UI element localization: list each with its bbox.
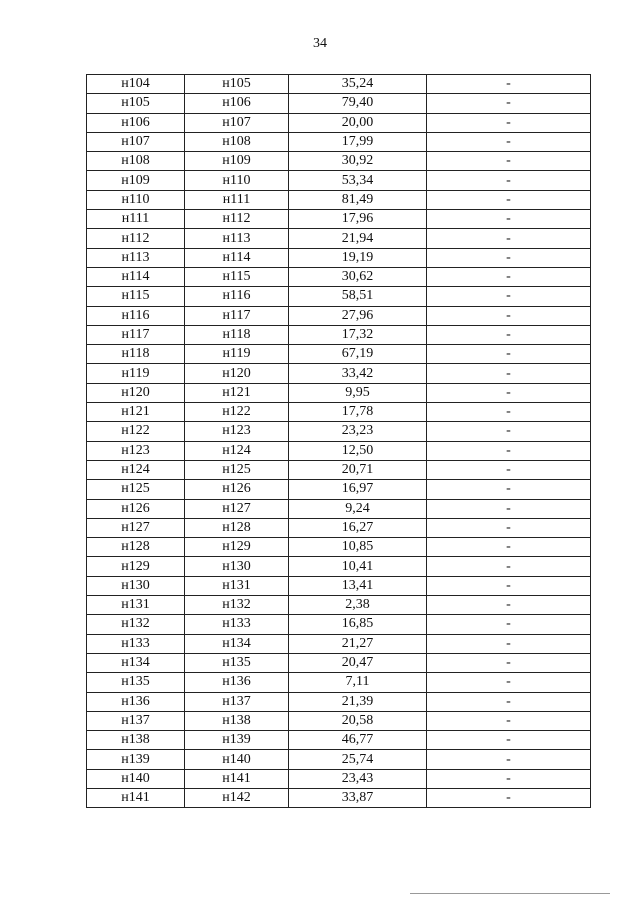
value-cell: 17,32 [289, 325, 427, 344]
table-row [87, 132, 591, 151]
note-cell: - [427, 287, 591, 306]
to-point-cell: н133 [185, 615, 289, 634]
note-cell: - [427, 171, 591, 190]
table-body [87, 75, 591, 808]
note-cell: - [427, 653, 591, 672]
note-cell: - [427, 518, 591, 537]
value-cell: 9,24 [289, 499, 427, 518]
note-cell: - [427, 711, 591, 730]
from-point-cell: н141 [87, 788, 185, 807]
note-cell: - [427, 460, 591, 479]
from-point-cell: н136 [87, 692, 185, 711]
table-row [87, 248, 591, 267]
note-cell: - [427, 403, 591, 422]
table-row [87, 403, 591, 422]
table-row [87, 267, 591, 286]
from-point-cell: н106 [87, 113, 185, 132]
value-cell: 17,99 [289, 132, 427, 151]
to-point-cell: н108 [185, 132, 289, 151]
to-point-cell: н111 [185, 190, 289, 209]
note-cell: - [427, 132, 591, 151]
value-cell: 10,41 [289, 557, 427, 576]
footer-line [410, 893, 610, 894]
note-cell: - [427, 422, 591, 441]
table-row [87, 750, 591, 769]
to-point-cell: н137 [185, 692, 289, 711]
table-row [87, 152, 591, 171]
table-row [87, 557, 591, 576]
to-point-cell: н128 [185, 518, 289, 537]
value-cell: 19,19 [289, 248, 427, 267]
from-point-cell: н120 [87, 383, 185, 402]
value-cell: 33,87 [289, 788, 427, 807]
from-point-cell: н108 [87, 152, 185, 171]
value-cell: 12,50 [289, 441, 427, 460]
to-point-cell: н125 [185, 460, 289, 479]
value-cell: 10,85 [289, 538, 427, 557]
value-cell: 21,94 [289, 229, 427, 248]
note-cell: - [427, 596, 591, 615]
from-point-cell: н111 [87, 210, 185, 229]
value-cell: 27,96 [289, 306, 427, 325]
to-point-cell: н122 [185, 403, 289, 422]
from-point-cell: н134 [87, 653, 185, 672]
value-cell: 30,92 [289, 152, 427, 171]
from-point-cell: н126 [87, 499, 185, 518]
table-row [87, 383, 591, 402]
from-point-cell: н139 [87, 750, 185, 769]
note-cell: - [427, 325, 591, 344]
to-point-cell: н134 [185, 634, 289, 653]
table-row [87, 673, 591, 692]
to-point-cell: н115 [185, 267, 289, 286]
note-cell: - [427, 94, 591, 113]
table-row [87, 229, 591, 248]
from-point-cell: н133 [87, 634, 185, 653]
value-cell: 23,43 [289, 769, 427, 788]
value-cell: 30,62 [289, 267, 427, 286]
to-point-cell: н127 [185, 499, 289, 518]
table-row [87, 287, 591, 306]
from-point-cell: н105 [87, 94, 185, 113]
table-row [87, 422, 591, 441]
note-cell: - [427, 210, 591, 229]
to-point-cell: н131 [185, 576, 289, 595]
note-cell: - [427, 615, 591, 634]
note-cell: - [427, 750, 591, 769]
coordinates-table [86, 74, 591, 808]
value-cell: 81,49 [289, 190, 427, 209]
table-row [87, 306, 591, 325]
table-row [87, 634, 591, 653]
from-point-cell: н140 [87, 769, 185, 788]
value-cell: 2,38 [289, 596, 427, 615]
value-cell: 20,47 [289, 653, 427, 672]
note-cell: - [427, 75, 591, 94]
value-cell: 21,27 [289, 634, 427, 653]
note-cell: - [427, 538, 591, 557]
note-cell: - [427, 557, 591, 576]
value-cell: 16,85 [289, 615, 427, 634]
value-cell: 21,39 [289, 692, 427, 711]
value-cell: 7,11 [289, 673, 427, 692]
note-cell: - [427, 634, 591, 653]
to-point-cell: н139 [185, 731, 289, 750]
to-point-cell: н132 [185, 596, 289, 615]
value-cell: 9,95 [289, 383, 427, 402]
note-cell: - [427, 248, 591, 267]
note-cell: - [427, 441, 591, 460]
to-point-cell: н117 [185, 306, 289, 325]
to-point-cell: н135 [185, 653, 289, 672]
from-point-cell: н124 [87, 460, 185, 479]
table-row [87, 518, 591, 537]
table-row [87, 788, 591, 807]
value-cell: 20,00 [289, 113, 427, 132]
to-point-cell: н106 [185, 94, 289, 113]
to-point-cell: н123 [185, 422, 289, 441]
note-cell: - [427, 345, 591, 364]
table-row [87, 325, 591, 344]
table-row [87, 769, 591, 788]
table-row [87, 731, 591, 750]
from-point-cell: н119 [87, 364, 185, 383]
note-cell: - [427, 499, 591, 518]
table-row [87, 210, 591, 229]
to-point-cell: н113 [185, 229, 289, 248]
to-point-cell: н112 [185, 210, 289, 229]
table-row [87, 653, 591, 672]
from-point-cell: н127 [87, 518, 185, 537]
from-point-cell: н135 [87, 673, 185, 692]
from-point-cell: н121 [87, 403, 185, 422]
value-cell: 58,51 [289, 287, 427, 306]
from-point-cell: н112 [87, 229, 185, 248]
value-cell: 16,27 [289, 518, 427, 537]
from-point-cell: н131 [87, 596, 185, 615]
table-row [87, 190, 591, 209]
from-point-cell: н116 [87, 306, 185, 325]
table-row [87, 499, 591, 518]
table-row [87, 75, 591, 94]
note-cell: - [427, 267, 591, 286]
from-point-cell: н137 [87, 711, 185, 730]
from-point-cell: н107 [87, 132, 185, 151]
table-row [87, 171, 591, 190]
to-point-cell: н121 [185, 383, 289, 402]
note-cell: - [427, 229, 591, 248]
to-point-cell: н118 [185, 325, 289, 344]
from-point-cell: н114 [87, 267, 185, 286]
value-cell: 17,96 [289, 210, 427, 229]
note-cell: - [427, 769, 591, 788]
note-cell: - [427, 788, 591, 807]
from-point-cell: н138 [87, 731, 185, 750]
from-point-cell: н128 [87, 538, 185, 557]
to-point-cell: н124 [185, 441, 289, 460]
table-row [87, 94, 591, 113]
table-row [87, 538, 591, 557]
note-cell: - [427, 306, 591, 325]
table-row [87, 615, 591, 634]
from-point-cell: н130 [87, 576, 185, 595]
to-point-cell: н109 [185, 152, 289, 171]
note-cell: - [427, 113, 591, 132]
note-cell: - [427, 190, 591, 209]
note-cell: - [427, 152, 591, 171]
value-cell: 16,97 [289, 480, 427, 499]
from-point-cell: н132 [87, 615, 185, 634]
from-point-cell: н129 [87, 557, 185, 576]
from-point-cell: н109 [87, 171, 185, 190]
table-row [87, 460, 591, 479]
table-row [87, 596, 591, 615]
from-point-cell: н115 [87, 287, 185, 306]
to-point-cell: н105 [185, 75, 289, 94]
to-point-cell: н129 [185, 538, 289, 557]
note-cell: - [427, 731, 591, 750]
table-row [87, 441, 591, 460]
to-point-cell: н140 [185, 750, 289, 769]
page-number: 34 [313, 36, 327, 51]
value-cell: 25,74 [289, 750, 427, 769]
value-cell: 46,77 [289, 731, 427, 750]
to-point-cell: н110 [185, 171, 289, 190]
to-point-cell: н136 [185, 673, 289, 692]
note-cell: - [427, 383, 591, 402]
note-cell: - [427, 480, 591, 499]
to-point-cell: н142 [185, 788, 289, 807]
note-cell: - [427, 692, 591, 711]
to-point-cell: н116 [185, 287, 289, 306]
from-point-cell: н104 [87, 75, 185, 94]
value-cell: 20,58 [289, 711, 427, 730]
value-cell: 35,24 [289, 75, 427, 94]
note-cell: - [427, 364, 591, 383]
from-point-cell: н113 [87, 248, 185, 267]
table-row [87, 576, 591, 595]
value-cell: 79,40 [289, 94, 427, 113]
value-cell: 17,78 [289, 403, 427, 422]
table-row [87, 345, 591, 364]
from-point-cell: н125 [87, 480, 185, 499]
to-point-cell: н130 [185, 557, 289, 576]
value-cell: 33,42 [289, 364, 427, 383]
to-point-cell: н119 [185, 345, 289, 364]
to-point-cell: н114 [185, 248, 289, 267]
table-row [87, 364, 591, 383]
to-point-cell: н138 [185, 711, 289, 730]
from-point-cell: н110 [87, 190, 185, 209]
value-cell: 13,41 [289, 576, 427, 595]
to-point-cell: н107 [185, 113, 289, 132]
to-point-cell: н120 [185, 364, 289, 383]
to-point-cell: н141 [185, 769, 289, 788]
to-point-cell: н126 [185, 480, 289, 499]
note-cell: - [427, 576, 591, 595]
note-cell: - [427, 673, 591, 692]
value-cell: 67,19 [289, 345, 427, 364]
from-point-cell: н118 [87, 345, 185, 364]
from-point-cell: н117 [87, 325, 185, 344]
table-row [87, 480, 591, 499]
table-row [87, 711, 591, 730]
value-cell: 53,34 [289, 171, 427, 190]
value-cell: 20,71 [289, 460, 427, 479]
table-row [87, 692, 591, 711]
value-cell: 23,23 [289, 422, 427, 441]
table-row [87, 113, 591, 132]
from-point-cell: н122 [87, 422, 185, 441]
from-point-cell: н123 [87, 441, 185, 460]
